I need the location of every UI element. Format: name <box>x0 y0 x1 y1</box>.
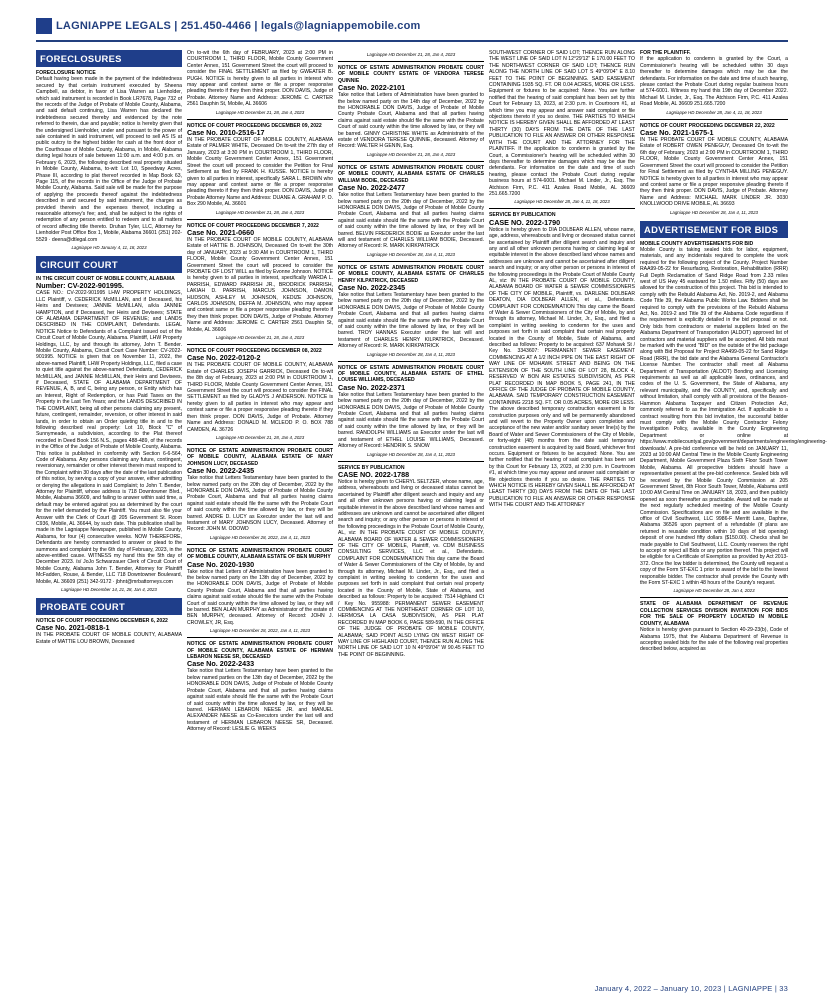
publication-line: Lagniappe HD December 21, 28, Jan 4, 2023 <box>366 151 456 157</box>
section-header-advertisement-for-bids: ADVERTISEMENT FOR BIDS <box>640 221 788 238</box>
legal-notice <box>640 50 788 108</box>
publication-line: Lagniappe HD December 28, Jan 4, 11, 2023 <box>366 451 456 457</box>
notice-heading: FOR THE PLAINTIFF. <box>640 50 691 56</box>
notice-heading: NOTICE OF COURT PROCEEDING DECEMBER 22, 2022 <box>640 122 775 129</box>
notice-body: If the application to condemn is granted by the Court, a Commissioner's hearing will be scheduled within 30 days thereafter to determine damages which may be due the defendants. For information on the date and time of such hearing, please contact the Probate Court during regular business hours at 574-6001. Witness my hand this 19th day of December 2022. Michael M. Linder, Jr., Esq. The Atchison Firm, P.C. 411 Azalea Road Mobile, AL 36609 251.665.7200 <box>640 56 788 108</box>
notice-body: On to-wit the 6th day of FEBRUARY, 2023 at 2:00 PM in COURTROOM 1, THIRD FLOOR, Mobile County Government Center Annex, 151 Government Street the court will proceed to consider the FINAL SETTLEMENT as filed by GWEATER B. PUGH. NOTICE is hereby given to all parties in interest who may appear and contest same or file a proper responsive pleading thereto if they then think proper. DON DAVIS, Judge of Probate. Attorney Name and Address: JEROME C. CARTER 2561 Dauphin St, Mobile, AL 36606 <box>187 50 333 108</box>
notice-divider <box>338 61 484 62</box>
legal-notice <box>187 348 333 433</box>
notice-heading: NOTICE OF COURT PROCEEDING DECEMBER 6, 2022 <box>36 618 168 625</box>
notice-body: Take notice that Letters of Administration have been granted to the below named party on the 13th day of December, 2022 by the HONORABLE DON DAVIS, Judge of Probate of Mobile County Probate Court, Alabama and that all parties having claims against said estate should file the same with the Probate Court of said county within the time allowed by law, or they will be barred. BEN ALAN MURPHY as Administrator of the estate of BEN MURPHY, deceased. Attorney of Record: JOHN J. CROWLEY, JR, Esq. <box>187 568 333 626</box>
section-header-foreclosures: FORECLOSURES <box>36 50 182 67</box>
publication-line: Lagniappe HD December 28, 2022, Jan 4, 11, 2023 <box>209 534 311 540</box>
footer-divider: | <box>723 984 729 993</box>
notice-heading: NOTICE OF COURT PROCEEDING DECEMBER 7, 2022 <box>187 222 319 229</box>
legal-notice <box>640 240 827 587</box>
footer-publication: LAGNIAPPE <box>728 984 773 993</box>
notice-heading: NOTICE OF COURT PROCEEDING DECEMBER 08, 2022 <box>187 348 322 355</box>
legal-notice <box>338 165 484 250</box>
notice-divider <box>187 544 333 545</box>
legal-notice <box>338 265 484 350</box>
notice-body: IN THE PROBATE COURT OF MOBILE COUNTY, ALABAMA Estate of HATTIE B. JOHNSON, Deceased On to-wit the 30th day of JANUARY, 2023 at 9:30 AM in COURTROOM 1, THIRD FLOOR, Mobile County Government Center Annex, 151 Government Street the court will proceed to consider the PROBATE OF LOST WILL as filed by Evonne Johnson. NOTICE is hereby given to all parties in interest, specifically WARDA L. PARRISH, EDWARD PARRISH JR., BRODRICK PARRISH, LAKIAH D. PARRISH, MARCUS JOHNSON, DAMON HUDSON, ASHLEY M. JOHNSON, KEDIZE JOHNSON, CARLOS JOHNSON, DEFFA M. JOHNSON, who may appear and contest same or file a proper responsive pleading thereto if they then think proper. DON DAVIS, Judge of Probate. Attorney Name and Address: JEROME C. CARTER 2561 Dauphin St, Mobile, AL 36606 <box>187 236 333 333</box>
notice-body: Take notice that Letters Testamentary have been granted to the below named party on the 20th day of December, 2022 by the HONORABLE DON DAVIS, Judge of Probate of Mobile County Probate Court, Alabama and that all parties having claims against said estate should file the same with the Probate Court of said county within the time allowed by law, or they will be barred. BELVIN FREDERICK BODIE as Executor under the last will and testament of CHARLES WILLIAM BODIE, Deceased. Attorney of Record: R. MARK KIRKPATRICK <box>338 192 484 250</box>
notice-heading: NOTICE OF ESTATE ADMINISTRATION PROBATE COURT OF MOBILE COUNTY, ALABAMA ESTATE OF MARY JOHNSON LUCY, DECEASED <box>187 447 333 467</box>
legal-notice <box>36 276 182 585</box>
section-header-probate-court: PROBATE COURT <box>36 598 182 615</box>
column-2 <box>187 50 333 974</box>
legal-notice <box>489 50 635 197</box>
case-number: Case No. 2010-2516-17 <box>187 128 265 138</box>
publication-line: Lagniappe HD December 28, Jan 4, 11, 18, 2023 <box>514 199 610 205</box>
case-number: Case No. 2020-1930 <box>187 559 255 569</box>
page-number: 33 <box>779 984 788 993</box>
column-4 <box>489 50 635 974</box>
masthead-phone: 251.450-4466 <box>180 20 252 32</box>
publication-line: Lagniappe HD December 21, 28, Jan 4, 2023 <box>215 335 305 341</box>
notice-body: IN THE PROBATE COURT OF MOBILE COUNTY, ALABAMA Estate of ROBERT OWEN PENEGUY, Deceased On to-wit the 6th day of February, 2023 at 2:00 PM in COURTROOM 1, THIRD FLOOR, Mobile County Government Center Annex, 151 Government Street the court will proceed to consider the Petition for Final Settlement as filed by CYNTHIA MILLING PENEGUY. NOTICE is hereby given to all parties in interest who may appear and contest same or file a proper responsive pleading thereto if they then think proper. DON DAVIS, Judge of Probate. Attorney Name and Address: MICHAEL MARK LINDER JR. 3030 KNOLLWOOD DRIVE MOBILE, AL 36693 <box>640 137 788 208</box>
publication-line: Lagniappe HD December 28, Jan 4, 11, 2023 <box>366 351 456 357</box>
publication-line: Lagniappe HD January 4, 11, 18, 2023 <box>71 244 147 250</box>
notice-divider <box>187 344 333 345</box>
notice-body: Take notice that Letters Testamentary have been granted to the below named party on the 20th day of December, 2022 by the HONORABLE DON DAVIS, Judge of Probate of Mobile County Probate Court, Alabama and that all parties having claims against said estate should file the same with the Probate Court of said county within the time allowed by law, or they will be barred. ANDRE D. LUCY as Executor under the last will and testament of MARY JOHNSON LUCY, Deceased. Attorney of Record: JOHN M. ODOWD <box>187 475 333 533</box>
masthead-publication: LAGNIAPPE LEGALS <box>56 20 172 32</box>
notice-body: SOUTHWEST CORNER OF SAID LOT; THENCE RUN ALONG THE WEST LINE OF SAID LOT N 12°29'12" E 170.00 FEET TO THE NORTHWEST CORNER OF SAID LOT; THENCE RUN ALONG THE NORTH LINE OF SAID LOT S 49°09'04" E 8.10 FEET TO THE POINT OF BEGINNING. SAID EASEMENT CONTAINING 1935 SQ. FT. OR 0.04 ACRES, MORE OR LESS. Equipment or fixtures to be acquired: None. You are further notified that the hearing of said complaint has been set by this Court for February 13, 2023, at 2:30 p.m. in Courtroom #1, at which time you may appear and answer said complaint or file objections thereto if you so desire. THE PARTIES TO WHICH NOTICE IS HEREBY GIVEN SHALL BE AFFORDED AT LEAST THIRTY (30) DAYS FROM THE DATE OF THE LAST PUBLICATION TO FILE AN ANSWER OR OTHER RESPONSE WITH THE COURT AND THE ATTORNEY FOR THE PLAINTIFF. If the application to condemn is granted by the Court, a Commissioner's hearing will be scheduled within 30 days thereafter to determine damages which may be due the defendants. For information on the date and time of such hearing, please contact the Probate Court during regular business hours at 574-6001. Michael M. Linder, Jr., Esq. The Atchison Firm, P.C. 411 Azalea Road Mobile, AL 36609 251.665.7200 <box>489 50 635 197</box>
notice-body: IN THE PROBATE COURT OF MOBILE COUNTY, ALABAMA Estate of MATTIE LOU BROWN, Deceased <box>36 632 182 645</box>
notice-body: Notice is hereby given to CHERYL SELTZER, whose name, age, address, whereabouts and living or deceased status cannot be ascertained by Plaintiff after diligent search and inquiry and any and all other unknown persons having or claiming legal or equitable interest in the above described land whose names and addresses are unknown and cannot be ascertained after diligent search and inquiry; or any other person or persons in interest of the following proceedings in the Probate Court of Mobile County, AL, viz: IN THE PROBATE COURT OF MOBILE COUNTY, ALABAMA BOARD OF WATER & SEWER COMMISSIONERS OF THE CITY OF MOBILE, Plaintiff, vs. CDM BUSINESS CONSULTING SERVICES, LLC et al., Defendants. COMPLAINT FOR CONDEMNATION This day came the Board of Water & Sewer Commissioners of the City of Mobile, by and through its attorney, Michael M. Linder, Jr., Esq., and filed a complaint in writing seeking to condemn for the uses and purposes set forth in said complaint that certain real property located in the County of Mobile, State of Alabama, and described as follows: Property to be acquired: 7514 Highland Ct / Key No. 955988: PERMANENT SEWER EASEMENT COMMENCING AT THE NORTHEAST CORNER OF LOT 10, HERMOSA LA CASA SUBDIVISION, AS PER PLAT RECORDED IN MAP BOOK 6, PAGE 589-590, IN THE OFFICE OF THE JUDGE OF PROBATE OF MOBILE COUNTY, ALABAMA; SAID POINT ALSO LYING ON WEST RIGHT OF WAY LINE OF HIGHLAND COURT, THENCE RUN ALONG THE NORTH LINE OF SAID LOT 10 N 49°09'04" W 90.45 FEET TO THE POINT OF BEGINNING. <box>338 478 484 658</box>
case-number: Case No. 2022-0120-2 <box>187 353 261 363</box>
publication-line: Lagniappe HD December 28, Jan 4, 11, 2023 <box>366 251 456 257</box>
case-number: Case No. 2022-2435 <box>187 466 255 476</box>
masthead-divider: | <box>251 20 261 32</box>
notice-heading: SERVICE BY PUBLICATION <box>489 212 556 219</box>
notice-body: Mobile County is taking sealed bids for labor, equipment, materials, and any incidentals required to complete the work required for the following project of the County. Project Number RAA99-05-22 for Resurfacing, Restoration, Rehabilitation (RRR) Full Depth Reclamation of Sand Ridge Road from 2.33 miles west of US Hwy 45 eastward for 1.50 miles. Fifty (50) days are allowed for the construction of this project. This bid is intended to comply with the Rebuild Alabama Act, No. 2019-2, and Alabama Code Title 39, the Alabama Public Works Law. Bidders shall be required to comply with the provisions of the Rebuild Alabama Act, No. 2019-2 and Title 39 of the Alabama Code regardless if the requirement is explicitly detailed in the bid proposal or not. Only bids from contractors or material suppliers listed on the Alabama Department of Transportation (ALDOT) approved list of contractors and material suppliers will be accepted. All bids must be marked with the word "BID" on the outside of the bid package along with Bid Proposal for Project RA499-05-22 for Sand Ridge Road (RRR), the bid date and the Alabama General Contractor's License Number. The contractor shall meet all Alabama Department of Transportation (ALDOT) Bonding and Licensing requirements as well as all applicable laws, ordinances, and codes of the U. S. Government, the State of Alabama, any relevant municipality, and the COUNTY, and, specifically and without limitation, shall comply with all provisions of the Beason-Hammon Alabama Taxpayer and Citizen Protection Act, commonly referred to as the Immigration Act. If applicable to a contract resulting from this bid invitation, the successful bidder must comply with the Mobile County Contractor Felony Investigation Policy, available in the County Engineering Department or online at https://www.mobilecountyal.gov/government/departments/engineering/engineering-downloads/. A pre-bid conference will be held on JANUARY 11, 2023 at 10:00 AM Central Time in the Mobile County Engineering Department, Mobile Government Plaza Sixth Floor South Tower Mobile, Alabama. All prospective bidders should have a representative present at the pre-bid conference. Sealed bids will be received by the Mobile County Commission at 205 Government Street, 8th Floor South Tower, Mobile, Alabama until 10:00 AM Central Time on JANUARY 18, 2023, and then publicly opened as soon thereafter as practicable. Award will be made at the next regularly scheduled meeting of the Mobile County Commission. Specifications are on file and are available in the office of Civil Southwest, LLC 9986-F Merritt Lane, Daphne, Alabama 36526 upon payment of a refundable (if plans are returned in reusable condition within 10 days of bid opening) deposit of one hundred fifty dollars ($150.00). Checks shall be made payable to Civil Southwest, LLC. County reserves the right to accept or reject all Bids or any portion thereof. This project will be eligible for a Certificate of Exemption as provided by Act 2013-372. Once the low bidder is determined, the County will request a copy of the Form ST-EXC 1 prior to award of the bid to the lowest responsible bidder. The contractor shall provide the County with the Form ST-EXC 1 within 48 hours of the County's request. <box>640 246 827 587</box>
publication-line: Lagniappe HD December 28, Jan 4, 11, 2023 <box>669 209 759 215</box>
notice-body: Take notice that Letters Testamentary have been granted to the below named party on the 20th day of December, 2022 by the HONORABLE DON DAVIS, Judge of Probate of Mobile County Probate Court, Alabama and that all parties having claims against said estate should file the same with the Probate Court of said county within the time allowed by law, or they will be barred. TROY HANNAS Executor under the last will and testament of CHARLES HENRY KILPATRICK, Deceased. Attorney of Record: R. MARK KIRKPATRICK <box>338 291 484 350</box>
notice-heading: NOTICE OF ESTATE ADMINISTRATION PROBATE COURT OF MOBILE COUNTY, ALABAMA ESTATE OF CHARLES WILLIAM BODIE, DECEASED <box>338 164 484 184</box>
notice-body: CASE NO.: CV-2022-901995 LHW PROPERTY HOLDINGS, LLC Plaintiff, v. CEDERICK McMILLAN, and if Deceased, his Heirs and Devisees; JANNIE McMILLAN, a/k/a JANNIE HAMPTON, and if Deceased, her Heirs and Devisees; STATE OF ALABAMA DEPARTMENT OF REVENUE; and LANDS DESCRIBED IN THE COMPLAINT, Defendants. LEGAL NOTICE Notice to Defendants of a Complaint issued out of the Circuit Court of Mobile County, Alabama. Plaintiff, LHW Property Holdings, LLC, by and through its attorney, John T. Bender. Mobile County, Alabama, Circuit Court Case Number: CV-2022-901995. NOTICE is given that on November 11, 2022, the above-named Plaintiff, LHW Property Holdings, LLC, filed a case to quiet title against the above-named Defendants, CEDERICK McMILLAN, and JANNIE McMILLAN, their Heirs and Devisees, if Deceased, STATE OF ALABAMA DEPARTMENT OF REVENUE, A, B, and C, being any person, or Entity which has an Interest, Right of Redemption, or has Paid Taxes on the Property in the Last Ten Years; and the LANDS DESCRIBED IN THE COMPLAINT, being all other persons claiming any present, future, contingent, remainder, reversion, or other interest in said lands, in order to obtain an Order quieting title in and to the following described real property: Lot 10, Block "C" of Sunnymeade, a subdivision, according to the Plat thereof recorded in Deed Book 156 N.S., pages 488-489, of the records in the Office of the Judge of Probate of Mobile County, Alabama. This notice is published in conformity with Section 6-6-564, Code of Alabama. Any persons claiming any future, contingent, reversionary, remainder or other interest therein must respond to the Complaint within 30 days after the date of the last publication of this notice, by serving a copy of your answer, either admitting or denying the allegations in said Complaint; to John T. Bender, Attorney for Plaintiff, whose address is 718 Downtowner Blvd., Mobile, Alabama 36609, and failing to answer within said time, a default may be entered against you as determined by the court for the relief demanded by the Plaintiff. You must also file your Answer with the Clerk of Court @ 205 Government St. Room C936, Mobile, AL 36644, by such date. This publication shall be made in the Lagniappe Newspaper, published in Mobile County, Alabama, for four (4) consecutive weeks. NOW THEREFORE, Defendants are hereby commanded to answer or plead to the summons and complaint by the 6th day of February, 2023, in the above-entitled cause. WITNESS my hand this the 5th day of December 2023. /s/ JoJo Schwarzauer Clerk of Circuit Court of Mobile County, Alabama John T. Bender, Attorney for Plaintiff McFadden, Rouse, & Bender, LLC 718 Downtowner Boulevard, Mobile, AL 36609 (251) 342-9172 · jbhnt@mrbattorneys.com <box>36 290 182 585</box>
publication-line: Lagniappe HD December 21, 28, Jan 4, 2023 <box>215 209 305 215</box>
legal-notice <box>187 448 333 533</box>
footer-divider: | <box>774 984 780 993</box>
legal-notice <box>338 365 484 450</box>
publication-line: Lagniappe HD December 28, Jan 4, 2023 <box>673 588 755 594</box>
notice-heading: NOTICE OF ESTATE ADMINISTRATION PROBATE COURT OF MOBILE COUNTY, ALABAMA ESTATE OF CHARLES HENRY KILPATRICK, DECEASED <box>338 264 484 284</box>
footer-date-range: January 4, 2022 – January 10, 2023 <box>594 984 722 993</box>
case-number: Case No. 2022-2345 <box>338 282 406 292</box>
publication-line: Lagniappe HD December 28, 2022, Jan 4, 11, 2023 <box>209 628 311 634</box>
masthead <box>36 16 788 36</box>
notice-heading: SERVICE BY PUBLICATION <box>338 464 405 471</box>
notice-body: Take notice that Letters of Administration have been granted to the below named party on the 14th day of December, 2022 by the HONORABLE DON DAVIS, Judge of Probate of Mobile County Probate Court, Alabama and that all parties having claims against said estate should file the same with the Probate Court of said county within the time allowed by law, or they will be barred. GINNY CHRISTINE WHITE as Administratrix of the estate of VENDORA TERESE QUINNIE, deceased. Attorney of Record: WALTER H GENIN, Esq. <box>338 92 484 150</box>
notice-body: Default having been made in the payment of the indebtedness secured by that certain instrument executed by Sheena Campbell, as debtor, in favor of Lisa Warren as Lienholder, which said instrument is recorded in Book LR7678, Page 732 of the records of the Judge of Probate of Mobile County, Alabama, and said default continuing, Lisa Warren has declared the indebtedness secured thereby and evidenced by the note referred to therein, due and payable; notice is hereby given that the undersigned Lienholder, under and pursuant to the power of sale contained in said instrument, will proceed to sell AS IS at public outcry to the highest bidder for cash at the front door of the Courthouse of Mobile County, Alabama, in Mobile, Alabama during legal hours of sale between 11:00 a.m. and 4:00 p.m. on February 6, 2023, the following described real property situated in Mobile County, Alabama, to-wit: Lot 10, Speedway Acres, Phase III, according to plat thereof recorded in Map Book 63, Page 115, of the records in the Office of the Judge of Probate Mobile County, Alabama. Said sale will be made for the purpose of applying the proceeds thereof against the indebtedness described in and secured by said instrument, the charges as provided therein and the expenses thereof, including a reasonable attorney's fee; and, shall be subject to the rights of redemption of any person entitled to redeem and to all matters of record affecting title thereto. Druhan Tyler, LLC, Attorney for Lienholder Post Office Box 1, Mobile, Alabama 36601 (251) 202-5529 · deena@dtlegal.com <box>36 76 182 243</box>
case-number: CASE NO. 2022-1790 <box>489 217 561 227</box>
legal-notice <box>36 70 182 243</box>
notice-heading: NOTICE OF COURT PROCEEDING DECEMBER 09, 2022 <box>187 122 322 129</box>
notice-heading: MOBILE COUNTY ADVERTISEMENTS FOR BID <box>640 240 754 247</box>
notice-heading: NOTICE OF ESTATE ADMINISTRATION PROBATE COURT OF MOBILE COUNTY ESTATE OF VENDORA TERESE QUINNIE <box>338 65 484 84</box>
publication-line: Lagniappe HD December 14, 21, 28, Jan 4, 2023 <box>61 587 157 593</box>
legal-notice <box>187 223 333 334</box>
case-number: Case No. 2021-0660 <box>187 227 255 237</box>
column-1 <box>36 50 182 974</box>
legal-notice <box>187 548 333 626</box>
notice-body: IN THE PROBATE COURT OF MOBILE COUNTY, ALABAMA Estate of PALMER WHITE, Deceased On to-wit the 27th day of January, 2023 at 3:30 PM in COURTROOM 1, THIRD FLOOR, Mobile County Government Center Annex, 151 Government Street the court will proceed to consider the Petition for Final Settlement as filed by FRANK H. KUSSE. NOTICE is hereby given to all parties in interest, specifically SARA L. BROWN who may appear and contest same or file a proper responsive pleading thereto if they then think proper. DON DAVIS, Judge of Probate Attorney Name and Address: DUANE A. GRAHAM P. O. Box 290 Mobile, AL 36601 <box>187 137 333 208</box>
notice-divider <box>640 119 788 120</box>
notice-divider <box>187 119 333 120</box>
notice-divider <box>187 444 333 445</box>
notice-divider <box>187 637 333 638</box>
notice-heading: STATE OF ALABAMA DEPARTMENT OF REVENUE COLLECTION SERVICES DIVISION INVITATION FOR BIDS FOR THE SALE OF PROPERTY LOCATED IN MOBILE COUNTY, ALABAMA <box>640 601 788 627</box>
column-3 <box>338 50 484 974</box>
legal-notice <box>187 123 333 208</box>
notice-body: Take notice that Letters Testamentary have been granted to the below named party on the 20th day of December, 2022 by the HONORABLE DON DAVIS, Judge of Probate of Mobile County Probate Court, Alabama and that all parties having claims against said estate should file the same with the Probate Court of said county within the time allowed by law, or they will be barred. RANDOLPH WILLIAMS as Executor under the last will and testament of ETHEL LOUISE WILLIAMS, Deceased. Attorney of Record: HENDRIK S. SNOW <box>338 391 484 450</box>
notice-body: IN THE PROBATE COURT OF MOBILE COUNTY, ALABAMA Estate of CHARLES JOSEPH GARRICK, Deceased On to-wit the 8th day of February, 2023 at 2:00 PM in COURTROOM 1, THIRD FLOOR, Mobile County Government Center Annex, 151 Government Street the court will proceed to consider the FINAL SETTLEMENT as filed by GLADYS J ANDERSON. NOTICE is hereby given to all parties in interest who may appear and contest same or file a proper responsive pleading thereto if they then think proper. DON DAVIS, Judge of Probate. Attorney Name and Address: DONALD M. MCLEOD P. O. BOX 788 CAMDEN, AL 36726 <box>187 362 333 433</box>
case-number: Case No. 2022-2101 <box>338 83 406 93</box>
notice-heading: FORECLOSURE NOTICE <box>36 70 96 76</box>
notice-divider <box>489 208 635 209</box>
legal-notice <box>338 65 484 150</box>
masthead-rule <box>36 40 788 42</box>
notice-heading: NOTICE OF ESTATE ADMINISTRATION PROBATE COURT OF MOBILE COUNTY, ALABAMA ESTATE OF ETHEL LOUISE WILLIAMS, DECEASED <box>338 364 484 384</box>
case-number: Case No. 2022-2433 <box>187 659 255 669</box>
legal-notice <box>187 641 333 732</box>
publication-line: Lagniappe HD December 28, Jan 4, 11, 18, 2023 <box>666 109 762 115</box>
notice-divider <box>640 597 788 598</box>
case-number: Case No. 2022-2477 <box>338 183 406 193</box>
legal-notice <box>640 601 788 652</box>
case-number: CASE NO. 2022-1788 <box>338 469 410 479</box>
notice-body: Notice is hereby given pursuant to Section 40-29-23(b), Code of Alabama 1975, that the Alabama Department of Revenue is accepting sealed bids for the sale of the following real properties described below, acquired as <box>640 627 788 653</box>
notice-divider <box>338 161 484 162</box>
case-number: Number: CV-2022-901995. <box>36 281 124 291</box>
notice-divider <box>187 219 333 220</box>
masthead-divider: | <box>171 20 181 32</box>
publication-line: Lagniappe HD December 21, 28, Jan 4, 2023 <box>215 434 305 440</box>
notice-body: Take notice that Letters Testamentary have been granted to the below named parties on the 13th day of December, 2022 by the HONORABLE DON DAVIS, Judge of Probate of Mobile County Probate Court, Alabama and that all parties having claims against said estate should file the same with the Probate Court of said county within the time allowed by law, or they will be barred. HERMAN LEBARON NEESE JR. and MANUEL ALEXANDER NEESE as Co-Executors under the last will and testament of HERMAN LEBARON NEESE SR, Deceased. Attorney of Record: LESLIE G. WEEKS <box>187 668 333 733</box>
notice-divider <box>338 461 484 462</box>
notice-divider <box>338 261 484 262</box>
case-number: Case No. 2021-0818-1 <box>36 623 110 633</box>
publication-line: Lagniappe HD December 21, 28, Jan 4, 2023 <box>366 52 456 57</box>
legal-notice <box>36 618 182 645</box>
column-5 <box>640 50 827 974</box>
legal-notice <box>338 465 484 659</box>
legal-notice <box>640 123 788 208</box>
lagniappe-logo-icon <box>36 18 52 34</box>
publication-line: Lagniappe HD December 21, 28, Jan 4, 2023 <box>215 109 305 115</box>
page-footer <box>489 984 788 993</box>
case-number: Case No. 2021-1675-1 <box>640 128 714 138</box>
notice-heading: IN THE CIRCUIT COURT OF MOBILE COUNTY, ALABAMA <box>36 275 175 282</box>
legal-notice <box>489 212 635 508</box>
notice-body: Notice is hereby given to DIA DOLBEAR ALLEN, whose name, age, address, whereabouts and living or deceased status cannot be ascertained by Plaintiff after diligent search and inquiry and any and all other unknown persons having or claiming legal or equitable interest in the above described land whose names and addresses are unknown and cannot be ascertained after diligent search and inquiry; or any other person or persons in interest of the following proceedings in the Probate Court of Mobile County AL, viz: IN THE PROBATE COURT OF MOBILE COUNTY, ALABAMA BOARD OF WATER & SEWER COMMISSIONERS OF THE CITY OF MOBILE, Plaintiff, vs. DARLENE DOLBEAR DEATON, DIA DOLBEAR ALLEN, et al., Defendants. COMPLAINT FOR CONDEMNATION This day came the Board of Water & Sewer Commissioners of the City of Mobile, by and through its attorney, Michael M. Linder, Jr., Esq., and filed a complaint in writing seeking to condemn for the uses and purposes set forth in said complaint that certain real property located in the County of Mobile, State of Alabama, and described as follows: Property to be acquired: 637 Mohawk St / Key No. 3343607: PERMANENT SEWER EASEMENT COMMENCING AT A 1/2 INCH PIPE ON THE EAST RIGHT OF WAY LINE OF MOHAWK STREET AND BEING ON THE EXTENSION OF THE SOUTH LINE OF LOT 28, BLOCK 4, RESERVED 'A' BON AIR ESTATES SUBDIVISION, AS PER PLAT RECORDED IN MAP BOOK 5, PAGE 241, IN THE OFFICE OF THE JUDGE OF PROBATE OF MOBILE COUNTY, ALABAMA. SAID TEMPORARY CONSTRUCTION EASEMENT CONTAINING 2218 SQ. FT. OR 0.05 ACRES, MORE OR LESS. The above described temporary construction easement is for construction purposes only and will be permanently abandoned and will revert to the Property Owner upon completion and acceptance of the new water and/or sanitary sewer line(s) by the Board of Water and Sewer Commissioners of the City of Mobile, or forty-eight (48) months from the date said temporary construction easement is acquired by said Board, whichever first occurs. Equipment or fixtures to be acquired: None. You are further notified that the hearing of said complaint has been set by this Court for February 13, 2023, at 2:30 p.m. in Courtroom #1, at which time you may appear and answer said complaint or file objections thereto if you so desire. THE PARTIES TO WHICH NOTICE IS HEREBY GIVEN SHALL BE AFFORDED AT LEAST THIRTY (30) DAYS FROM THE DATE OF THE LAST PUBLICATION TO FILE AN ANSWER OR OTHER RESPONSE WITH THE COURT AND THE ATTORNEY <box>489 226 635 509</box>
legal-notice <box>187 50 333 108</box>
notice-heading: NOTICE OF ESTATE ADMINISTRATION PROBATE COURT OF MOBILE COUNTY, ALABAMA ESTATE OF HERMAN LEBARON NEESE SR, DECEASED <box>187 641 333 661</box>
case-number: Case No. 2022-2371 <box>338 382 406 392</box>
notice-heading: NOTICE OF ESTATE ADMINISTRATION PROBATE COURT OF MOBILE COUNTY, ALABAMA ESTATE OF BEN MURPHY <box>187 547 333 561</box>
masthead-email[interactable]: legals@lagniappemobile.com <box>260 20 421 32</box>
section-header-circuit-court: CIRCUIT COURT <box>36 256 182 273</box>
notice-divider <box>338 361 484 362</box>
